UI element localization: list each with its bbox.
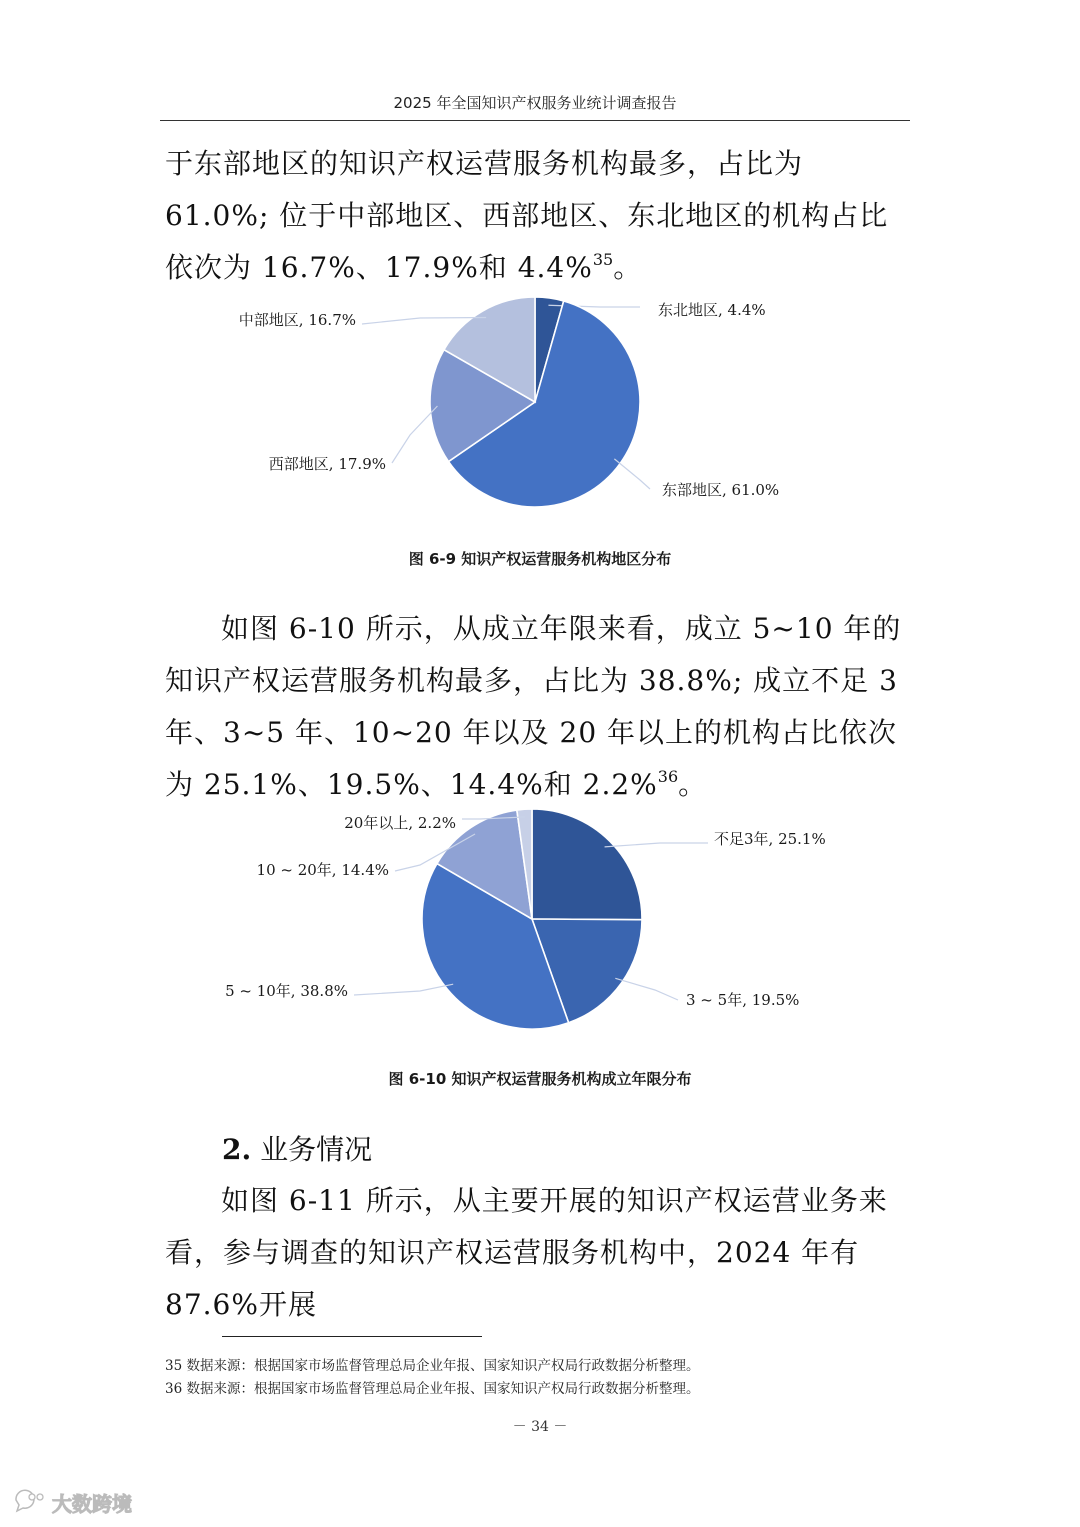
running-header: 2025 年全国知识产权服务业统计调查报告 — [393, 94, 677, 112]
leader-line — [615, 978, 678, 1000]
footnote-ref-36[interactable]: 36 — [657, 767, 679, 786]
data-label: 东北地区, 4.4% — [658, 301, 766, 319]
paragraph-text: 于东部地区的知识产权运营服务机构最多，占比为 61.0%; 位于中部地区、西部地区、东北地区的机构占比依次为 16.7%、17.9%和 4.4% — [165, 147, 889, 284]
paragraph-tail: 。 — [678, 768, 708, 801]
chat-bubble-logo-icon — [12, 1487, 46, 1518]
figure-caption-6-10: 图 6-10 知识产权运营服务机构成立年限分布 — [388, 1070, 692, 1088]
paragraph-region-distribution — [165, 138, 910, 294]
section-number: 2. — [222, 1133, 252, 1166]
paragraph-tail: 。 — [613, 251, 643, 284]
figure-caption-6-9: 图 6-9 知识产权运营服务机构地区分布 — [408, 550, 672, 568]
page-number: － 34 － — [512, 1419, 568, 1435]
leader-line — [605, 843, 708, 847]
data-label: 3 ~ 5年, 19.5% — [686, 991, 800, 1009]
footnote-ref-35[interactable]: 35 — [592, 250, 614, 269]
section-heading — [222, 1124, 372, 1176]
data-label: 20年以上, 2.2% — [344, 814, 456, 832]
header-divider — [160, 120, 910, 121]
pie-slice — [532, 809, 642, 920]
leader-line — [354, 984, 453, 995]
paragraph-text: 如图 6-10 所示，从成立年限来看，成立 5~10 年的知识产权运营服务机构最多，占比为 38.8%; 成立不足 3 年、3~5 年、10~20 年以及 20 年以上的机构占比依次为 25.1%、19.5%、14.4%和 2.2% — [165, 612, 902, 801]
watermark — [12, 1487, 132, 1517]
data-label: 10 ~ 20年, 14.4% — [256, 861, 389, 879]
pie-chart-region — [0, 285, 1080, 525]
footnote-divider — [222, 1336, 482, 1337]
footnote-36: 36 数据来源：根据国家市场监督管理总局企业年报、国家知识产权局行政数据分析整理。 — [165, 1381, 700, 1397]
data-label: 西部地区, 17.9% — [268, 455, 386, 473]
footnote-35: 35 数据来源：根据国家市场监督管理总局企业年报、国家知识产权局行政数据分析整理。 — [165, 1358, 700, 1374]
data-label: 5 ~ 10年, 38.8% — [225, 982, 348, 1000]
data-label: 中部地区, 16.7% — [238, 311, 356, 329]
paragraph-business: 如图 6-11 所示，从主要开展的知识产权运营业务来看，参与调查的知识产权运营服务机构中，2024 年有 87.6%开展 — [165, 1184, 888, 1321]
pie-chart-years — [0, 795, 1080, 1045]
paragraph-years-distribution — [165, 603, 910, 811]
watermark-text: 大数跨境 — [52, 1491, 132, 1516]
data-label: 东部地区, 61.0% — [662, 481, 780, 499]
section-title: 业务情况 — [251, 1133, 373, 1166]
leader-line — [614, 459, 650, 489]
data-label: 不足3年, 25.1% — [714, 830, 826, 848]
